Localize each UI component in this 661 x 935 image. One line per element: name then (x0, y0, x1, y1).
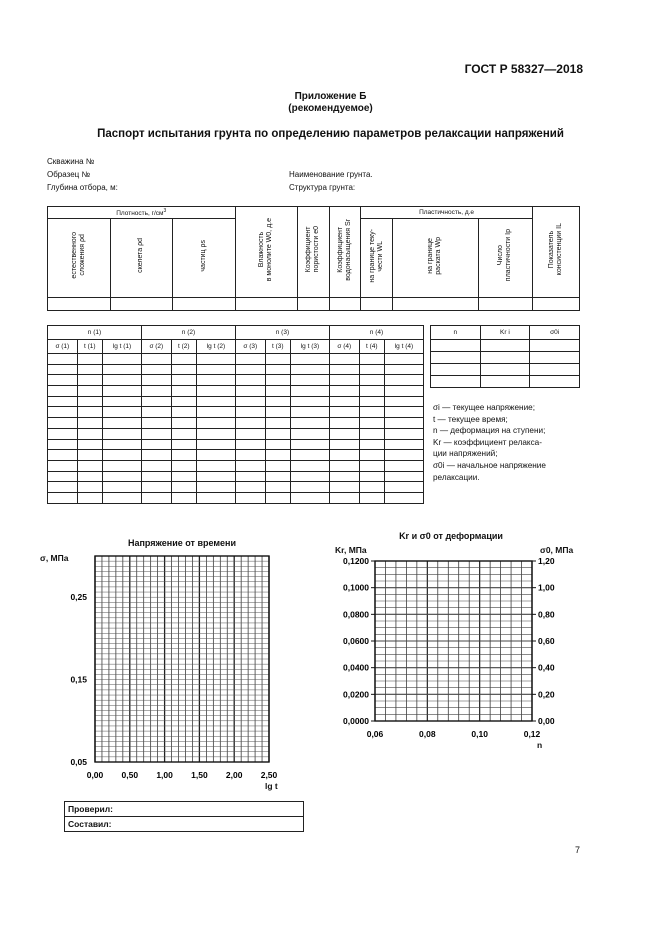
legend (433, 402, 583, 483)
x-tick-label: 2,00 (225, 770, 243, 780)
properties-table (47, 206, 580, 311)
stage-subcol: σ (3) (235, 340, 265, 354)
x-tick-label: 0,10 (471, 729, 488, 739)
y-tick-label-right: 1,20 (538, 556, 555, 566)
x-tick-label: 0,50 (121, 770, 139, 780)
soil-structure-field: Структура грунта: (289, 183, 356, 192)
x-tick-label: 0,12 (523, 729, 541, 739)
table-row (48, 364, 424, 375)
group-n2: n (2) (141, 326, 235, 340)
col-saturation: Коэффициент водонасыщения Sr (329, 207, 361, 298)
table-row (431, 364, 580, 376)
chart1-ylabel: σ, МПа (40, 553, 69, 563)
y-tick-label-left: 0,0000 (343, 716, 369, 726)
relaxation-table (430, 325, 580, 388)
x-tick-label: 1,50 (191, 770, 208, 780)
group-n3: n (3) (235, 326, 329, 340)
table-row (48, 298, 580, 311)
legend-line: n — деформация на ступени; (433, 426, 546, 436)
col-sigma0: σ0i (530, 326, 580, 340)
table-row (48, 471, 424, 482)
chart1-title: Напряжение от времени (127, 538, 237, 548)
x-tick-label: 0,08 (419, 729, 436, 739)
col-consistency: Показатель консистенции IL (532, 207, 579, 298)
stage-subcol: σ (4) (329, 340, 359, 354)
stage-subcol: lg t (4) (384, 340, 423, 354)
compiled-label: Составил: (65, 817, 304, 832)
legend-line: релаксации. (433, 472, 480, 482)
col-porosity: Коэффициент пористости e0 (298, 207, 330, 298)
table-row (48, 407, 424, 418)
table-row (48, 418, 424, 429)
legend-line: ции напряжений; (433, 449, 498, 459)
appendix-subtitle: (рекомендуемое) (288, 103, 373, 114)
stage-subcol: t (3) (265, 340, 290, 354)
table-row (48, 396, 424, 407)
kr-sigma-chart (330, 550, 580, 750)
chart2-ylabel-left: Kr, МПа (335, 545, 367, 555)
stage-subcol: t (1) (77, 340, 102, 354)
x-tick-label: 1,00 (156, 770, 173, 780)
group-n1: n (1) (48, 326, 142, 340)
chart2-ylabel-right: σ0, МПа (540, 545, 574, 555)
table-row (48, 492, 424, 503)
stage-table (47, 325, 424, 504)
col-dry-density: скелета ρd (110, 219, 172, 298)
table-row (48, 428, 424, 439)
density-group-header: Плотность, $г/см^3$ (48, 207, 236, 219)
stage-subcol: t (2) (171, 340, 196, 354)
stage-subcol: lg t (3) (290, 340, 329, 354)
y-tick-label: 0,05 (70, 757, 87, 767)
x-tick-label: 2,50 (260, 770, 278, 780)
group-n4: n (4) (329, 326, 423, 340)
y-tick-label-left: 0,0600 (343, 636, 369, 646)
y-tick-label-right: 0,40 (538, 662, 555, 673)
y-tick-label: 0,15 (70, 674, 87, 685)
y-tick-label: 0,25 (70, 592, 87, 603)
sample-field: Образец № (47, 170, 91, 179)
x-tick-label: 0,06 (366, 729, 384, 739)
col-kr: Kr i (480, 326, 530, 340)
col-moisture: Влажность в монолите W0, д.е (235, 207, 298, 298)
stage-subcol: σ (1) (48, 340, 78, 354)
legend-line: σ0i — начальное напряжение (433, 460, 546, 470)
y-tick-label-right: 0,00 (538, 716, 555, 726)
depth-field: Глубина отбора, м: (47, 183, 118, 192)
legend-line: Kr — коэффициент релакса- (433, 437, 542, 447)
table-row (48, 460, 424, 471)
y-tick-label-left: 0,0200 (343, 689, 369, 700)
soil-name-field: Наименование грунта. (289, 170, 373, 179)
table-row (48, 386, 424, 397)
page-number: 7 (575, 845, 581, 855)
y-tick-label-right: 0,20 (538, 689, 555, 700)
table-row (431, 352, 580, 364)
col-plasticity-index: Число пластичности Ip (478, 219, 532, 298)
stage-subcol: lg t (2) (196, 340, 235, 354)
y-tick-label-left: 0,0400 (343, 662, 369, 673)
main-title: Паспорт испытания грунта по определению параметров релаксации напряжений (97, 128, 564, 140)
col-natural-density: естественного сложения ρd (48, 219, 111, 298)
signature-table (64, 801, 304, 832)
chart2-title: Kr и σ0 от деформации (399, 531, 503, 541)
y-tick-label-left: 0,1000 (343, 582, 369, 593)
stage-subcol: t (4) (359, 340, 384, 354)
table-row (431, 340, 580, 352)
y-tick-label-right: 0,80 (538, 609, 555, 620)
well-field: Скважина № (47, 157, 95, 166)
stage-subcol: σ (2) (141, 340, 171, 354)
y-tick-label-left: 0,1200 (343, 556, 369, 566)
table-row (48, 375, 424, 386)
doc-number: ГОСТ Р 58327—2018 (464, 62, 583, 76)
chart2-xlabel: n (537, 740, 543, 750)
col-plastic-limit: на границе раската Wp (392, 219, 478, 298)
y-tick-label-right: 1,00 (538, 582, 555, 593)
table-row (431, 376, 580, 388)
legend-line: t — текущее время; (433, 414, 508, 424)
col-liquid-limit: на границе теку- чести WL (361, 219, 393, 298)
col-n: n (431, 326, 481, 340)
table-row (48, 354, 424, 365)
stage-subcol: lg t (1) (102, 340, 141, 354)
col-particle-density: частиц ρs (173, 219, 235, 298)
table-row (48, 482, 424, 493)
table-row (48, 439, 424, 450)
plasticity-group-header: Пластичность, д.е (361, 207, 532, 219)
chart1-xlabel: lg t (265, 781, 278, 791)
y-tick-label-left: 0,0800 (343, 609, 369, 620)
appendix-title: Приложение Б (294, 91, 367, 102)
checked-label: Проверил: (65, 802, 304, 817)
y-tick-label-right: 0,60 (538, 636, 555, 646)
table-row (48, 450, 424, 461)
legend-line: σi — текущее напряжение; (433, 403, 535, 412)
x-tick-label: 0,00 (86, 770, 104, 780)
